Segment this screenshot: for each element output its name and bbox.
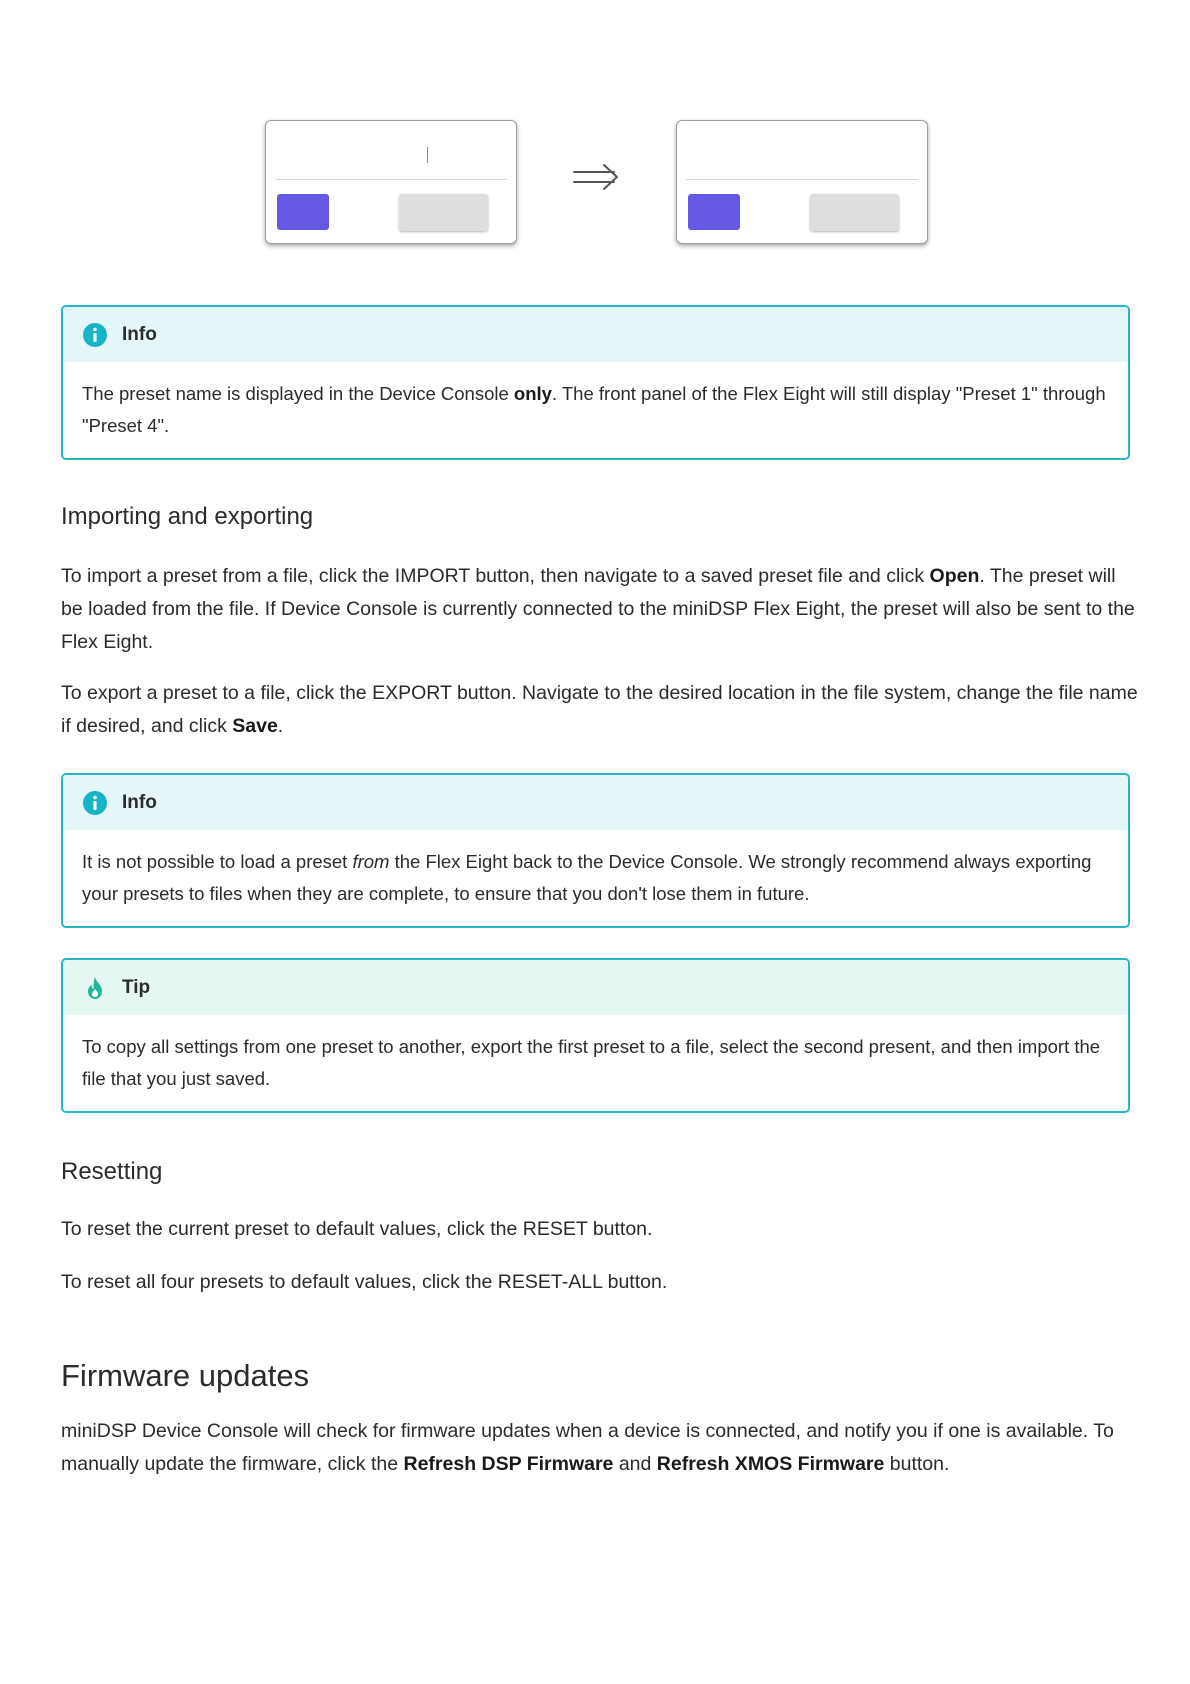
flame-icon	[82, 975, 108, 1001]
callout-title: Info	[122, 791, 157, 813]
callout-text-italic: from	[352, 851, 390, 872]
callout-text: the Flex Eight back to the Device Console. We strongly recommend always exporting your presets to files when they are complete, to ensure that you don't lose them in future.	[82, 851, 1092, 904]
preset-name-field[interactable]	[686, 179, 918, 180]
callout-header	[63, 775, 1128, 830]
cancel-button[interactable]	[399, 194, 488, 231]
section-heading-firmware: Firmware updates	[61, 1358, 310, 1393]
callout-body	[63, 362, 1128, 460]
ok-button[interactable]	[688, 194, 740, 230]
section-heading-importing: Importing and exporting	[61, 503, 314, 530]
paragraph-text: . The preset will be loaded from the file. If Device Console is currently connected to the miniDSP Flex Eight, the preset will also be sent to the Flex Eight.	[61, 565, 1135, 653]
paragraph-export	[61, 677, 1141, 743]
text-caret	[427, 147, 428, 163]
tip-callout	[61, 958, 1130, 1113]
rename-dialog-after	[676, 120, 928, 244]
paragraph-text: .	[277, 715, 284, 737]
paragraph-text: button.	[884, 1453, 950, 1475]
section-heading-resetting: Resetting	[61, 1158, 163, 1185]
info-icon	[82, 322, 108, 348]
right-arrow-icon	[572, 162, 620, 192]
paragraph-text: To import a preset from a file, click the IMPORT button, then navigate to a saved preset file and click	[61, 565, 930, 587]
paragraph-text-bold: Refresh XMOS Firmware	[656, 1453, 885, 1475]
paragraph-text: To export a preset to a file, click the EXPORT button. Navigate to the desired location in the file system, change the file name if desired, and click	[61, 682, 1138, 737]
callout-body: To copy all settings from one preset to another, export the first preset to a file, select the second present, and then import the file that you just saved.	[82, 1036, 1101, 1089]
paragraph-text: miniDSP Device Console will check for firmware updates when a device is connected, and notify you if one is available. To manually update the firmware, click the	[61, 1420, 1114, 1475]
callout-header	[63, 307, 1128, 362]
callout-text: . The front panel of the Flex Eight will still display "Preset 1" through "Preset 4".	[82, 383, 1106, 436]
callout-text: The preset name is displayed in the Device Console	[82, 383, 514, 404]
callout-text-bold: only	[513, 383, 552, 404]
paragraph-import	[61, 560, 1141, 659]
paragraph-text-bold: Refresh DSP Firmware	[403, 1453, 614, 1475]
paragraph-text-bold: Save	[232, 715, 278, 737]
ok-button[interactable]	[277, 194, 329, 230]
callout-header	[63, 960, 1128, 1015]
callout-title: Tip	[122, 976, 151, 998]
info-icon	[82, 790, 108, 816]
paragraph-firmware	[61, 1415, 1151, 1481]
paragraph-reset-all: To reset all four presets to default values, click the RESET-ALL button.	[61, 1271, 668, 1293]
preset-name-field[interactable]	[275, 179, 507, 180]
rename-dialog-before	[265, 120, 517, 244]
paragraph-reset: To reset the current preset to default values, click the RESET button.	[61, 1218, 653, 1240]
rename-dialog-figure	[0, 120, 1190, 250]
paragraph-text-bold: Open	[929, 565, 980, 587]
callout-body	[63, 830, 1128, 928]
callout-title: Info	[122, 323, 157, 345]
paragraph-text: and	[613, 1453, 657, 1475]
cancel-button[interactable]	[810, 194, 899, 231]
info-callout	[61, 773, 1130, 928]
callout-text: It is not possible to load a preset	[82, 851, 353, 872]
info-callout	[61, 305, 1130, 460]
